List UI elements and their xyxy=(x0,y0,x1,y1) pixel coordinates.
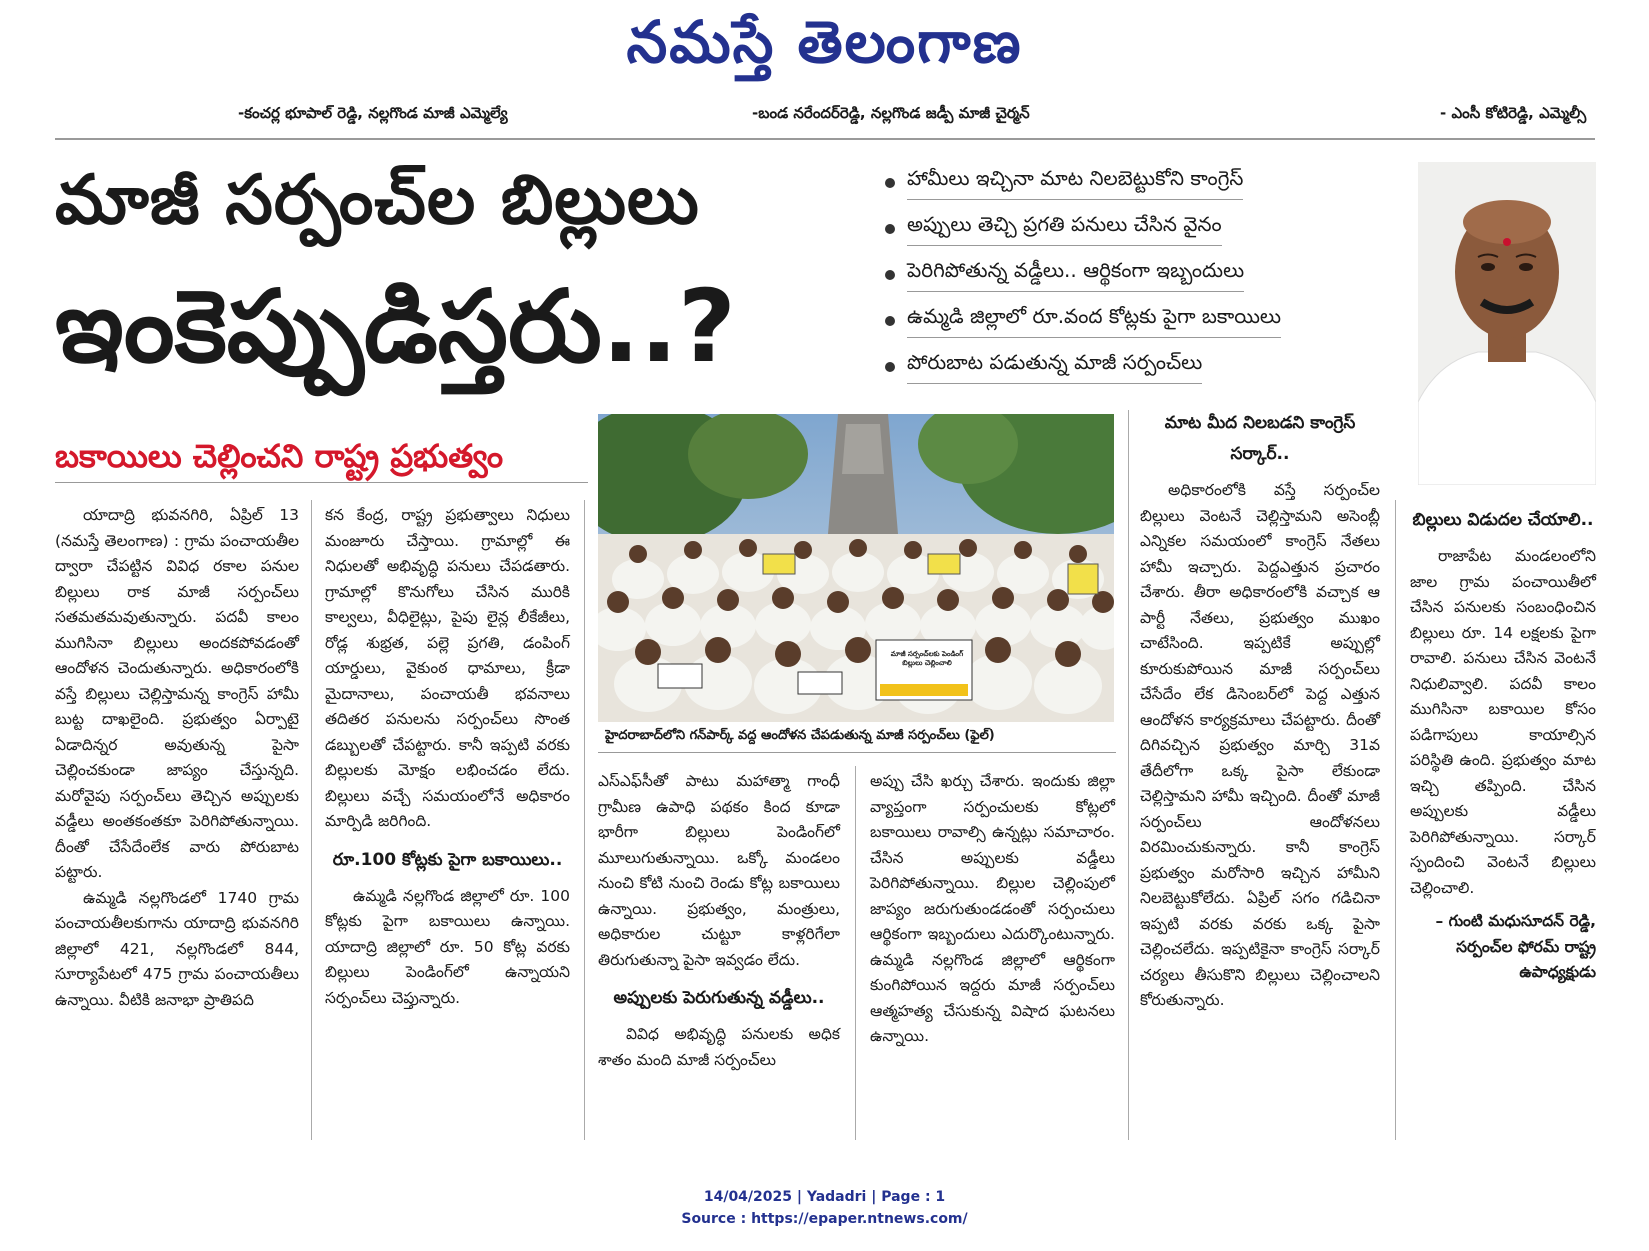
article-column-3 xyxy=(598,769,840,1073)
protest-photo-illustration xyxy=(598,414,1114,722)
article-column-6 xyxy=(1410,505,1596,986)
section-heading: రూ.100 కోట్లకు పైగా బకాయిలు.. xyxy=(332,849,563,870)
section-heading: అప్పులకు పెరుగుతున్న వడ్డీలు.. xyxy=(613,988,825,1008)
paragraph: ఉమ్మడి నల్లగొండ జిల్లాలో రూ. 100 కోట్లకు పైగా బకాయిలు ఉన్నాయి. యాదాద్రి జిల్లాలో రూ. 50 కోట్ల వరకు బిల్లులు పెండింగ్‌లో ఉన్నాయని సర్పంచ్‌లు చెప్తున్నారు. xyxy=(325,886,570,1007)
quote-attribution-center: -బండ నరేందర్‌రెడ్డి, నల్లగొండ జడ్పీ మాజీ చైర్మన్ xyxy=(752,104,1030,122)
bullet-dot-icon xyxy=(885,316,895,326)
column-divider xyxy=(1128,410,1129,1140)
protest-photo xyxy=(598,414,1114,722)
bullet-item: అప్పులు తెచ్చి ప్రగతి పనులు చేసిన వైనం xyxy=(885,206,1385,252)
column-divider xyxy=(1395,500,1396,1140)
bullet-dot-icon xyxy=(885,362,895,372)
paragraph: రాజాపేట మండలంలోని జాల గ్రామ పంచాయితీలో చేసిన పనులకు సంబంధించిన బిల్లులు రూ. 14 లక్షలకు పైగా రావాలి. పనులు చేసిన వెంటనే నిధులివ్వాలి. పదవీ కాలం ముగిసినా బకాయిల కోసం పడిగాపులు కాయాల్సిన పరిస్థితి ఉంది. ప్రభుత్వం మాట ఇచ్చి తప్పింది. చేసిన అప్పులకు వడ్డీలు పెరిగిపోతున్నాయి. సర్కార్ స్పందించి వెంటనే బిల్లులు చెల్లించాలి. xyxy=(1410,547,1596,897)
quote-signature: – గుంటి మధుసూదన్ రెడ్డి, సర్పంచ్‌ల ఫోరమ్ రాష్ట్ర xyxy=(1435,912,1596,956)
paragraph: కన కేంద్ర, రాష్ట్ర ప్రభుత్వాలు నిధులు మంజూరు చేస్తాయి. గ్రామాల్లో ఈ నిధులతో అభివృద్ధి పనులు చేపడతారు. గ్రామాల్లో కొనుగోలు చేసిన మురికి కాల్వలు, వీధిలైట్లు, పైపు లైన్ల లీకేజీలు, రోడ్ల శుభ్రత, పల్లె ప్రగతి, డంపింగ్ యార్డులు, వైకుంఠ ధామాలు, క్రీడా మైదానాలు, పంచాయతీ భవనాలు తదితర పనులను సర్పంచ్‌లు సొంత డబ్బులతో చేపట్టారు. కానీ ఇప్పటి వరకు బిల్లులకు మోక్షం లభించడం లేదు. బిల్లులు వచ్చే సమయంలోనే అధికారం మార్పిడి జరిగింది. xyxy=(325,506,570,830)
paragraph: ఎస్‌ఎఫ్‌సీతో పాటు మహాత్మా గాంధీ గ్రామీణ ఉపాధి పథకం కింద కూడా భారీగా బిల్లులు పెండింగ్‌లో మూలుగుతున్నాయి. ఒక్కో మండలం నుంచి కోటి నుంచి రెండు కోట్ల బకాయిలు ఉన్నాయి. ప్రభుత్వం, మంత్రులు, అధికారుల చుట్టూ కాళ్లరిగేలా తిరుగుతున్నా పైసా ఇవ్వడం లేదు. xyxy=(598,772,840,969)
portrait-illustration xyxy=(1418,162,1596,485)
masthead-logo: నమస్తే తెలంగాణ xyxy=(626,8,1023,76)
quote-attribution-left: -కంచర్ల భూపాల్ రెడ్డి, నల్లగొండ మాజీ ఎమ్మెల్యే xyxy=(238,104,508,122)
article-column-5 xyxy=(1140,408,1380,1014)
quote-signature-role: ఉపాధ్యక్షుడు xyxy=(1519,963,1596,981)
bullet-item: ఉమ్మడి జిల్లాలో రూ.వంద కోట్లకు పైగా బకాయిలు xyxy=(885,298,1385,344)
section-heading: బిల్లులు విడుదల చేయాలి.. xyxy=(1412,510,1594,530)
headline-line-2: ఇంకెప్పుడిస్తరు..? xyxy=(55,268,736,385)
article-column-2 xyxy=(325,503,570,1011)
paragraph: వివిధ అభివృద్ధి పనులకు అధిక శాతం మంది మాజీ సర్పంచ్‌లు xyxy=(598,1025,840,1069)
bullet-item: హామీలు ఇచ్చినా మాట నిలబెట్టుకోని కాంగ్రెస్ xyxy=(885,160,1385,206)
paragraph: అధికారంలోకి వస్తే సర్పంచ్‌ల బిల్లులు వెంటనే చెల్లిస్తామని అసెంబ్లీ ఎన్నికల సమయంలో కాంగ్రెస్ నేతలు హామీ ఇచ్చారు. పెద్దఎత్తున ప్రచారం చేశారు. తీరా అధికారంలోకి వచ్చాక ఆ పార్టీ నేతలు, ప్రభుత్వం ముఖం చాటేసింది. ఇప్పటికే అప్పుల్లో కూరుకుపోయిన మాజీ సర్పంచ్‌లు చేసేదేం లేక డిసెంబర్‌లో పెద్ద ఎత్తున ఆందోళన కార్యక్రమాలు చేపట్టారు. దీంతో దిగివచ్చిన ప్రభుత్వం మార్చి 31వ తేదీలోగా ఒక్క పైసా లేకుండా చెల్లిస్తామని హామీ ఇచ్చింది. దీంతో మాజీ సర్పంచ్‌లు ఆందోళనలు విరమించుకున్నారు. కానీ కాంగ్రెస్ ప్రభుత్వం మరోసారి ఇచ్చిన హామీని నిలబెట్టుకోలేదు. ఏప్రిల్ సగం గడిచినా ఇప్పటి వరకు వరకు ఒక్క పైసా చెల్లించలేదు. ఇప్పటికైనా కాంగ్రెస్ సర్కార్ చర్యలు తీసుకొని బిల్లులు చెల్లించాలని కోరుతున్నారు. xyxy=(1140,481,1380,1009)
column-divider xyxy=(584,500,585,1140)
top-divider xyxy=(55,138,1595,140)
quote-attribution-right: - ఎంసీ కోటిరెడ్డి, ఎమ్మెల్సీ xyxy=(1440,104,1587,122)
bullet-dot-icon xyxy=(885,224,895,234)
paragraph: ఉమ్మడి నల్లగొండలో 1740 గ్రామ పంచాయతీలకుగాను యాదాద్రి భువనగిరి జిల్లాలో 421, నల్లగొండలో 844, సూర్యాపేటలో 475 గ్రామ పంచాయతీలు ఉన్నాయి. వీటికి జనాభా ప్రాతిపది xyxy=(55,888,299,1009)
headline-line-1: మాజీ సర్పంచ్‌ల బిల్లులు xyxy=(55,161,700,240)
bullet-dot-icon xyxy=(885,178,895,188)
bullet-list xyxy=(885,160,1385,390)
footer-source: Source : https://epaper.ntnews.com/ xyxy=(681,1211,968,1227)
subheadline: బకాయిలు చెల్లించని రాష్ట్ర ప్రభుత్వం xyxy=(55,437,504,475)
subhead-divider xyxy=(55,482,588,483)
page-footer xyxy=(0,1186,1649,1230)
bullet-dot-icon xyxy=(885,270,895,280)
column-divider xyxy=(855,766,856,1140)
paragraph: యాదాద్రి భువనగిరి, ఏప్రిల్ 13 (నమస్తే తెలంగాణ) : గ్రామ పంచాయతీల ద్వారా చేపట్టిన వివిధ రకాల పనుల బిల్లులు రాక మాజీ సర్పంచ్‌లు సతమతమవుతున్నారు. పదవీ కాలం ముగిసినా బిల్లులు అందకపోవడంతో ఆందోళన చెందుతున్నారు. అధికారంలోకి వస్తే బిల్లులు చెల్లిస్తామన్న కాంగ్రెస్ హామీ బుట్ట దాఖలైంది. ప్రభుత్వం ఏర్పాటై ఏడాదిన్నర అవుతున్న పైసా చెల్లించకుండా జాప్యం చేస్తున్నది. మరోవైపు సర్పంచ్‌లు తెచ్చిన అప్పులకు వడ్డీలు అంతకంతకూ పెరిగిపోతున్నాయి. దీంతో చేసేదేంలేక వారు పోరుబాట పట్టారు. xyxy=(55,506,299,881)
portrait-photo xyxy=(1418,162,1596,485)
section-heading: మాట మీద నిలబడని కాంగ్రెస్ సర్కార్.. xyxy=(1164,413,1356,464)
bullet-item: పెరిగిపోతున్న వడ్డీలు.. ఆర్థికంగా ఇబ్బందులు xyxy=(885,252,1385,298)
protest-banner-text: మాజీ సర్పంచ్‌లకు పెండింగ్ బిల్లులు చెల్లించాలి xyxy=(890,650,964,667)
footer-date-edition: 14/04/2025 | Yadadri | Page : 1 xyxy=(703,1189,946,1205)
caption-divider xyxy=(598,752,1116,753)
column-divider xyxy=(311,500,312,1140)
photo-caption: హైదరాబాద్‌లోని గన్‌పార్క్ వద్ద ఆందోళన చేపడుతున్న మాజీ సర్పంచ్‌లు (ఫైల్) xyxy=(605,728,995,743)
article-column-4 xyxy=(870,769,1115,1050)
article-column-1 xyxy=(55,503,299,1143)
paragraph: అప్పు చేసి ఖర్చు చేశారు. ఇందుకు జిల్లా వ్యాప్తంగా సర్పంచులకు కోట్లలో బకాయిలు రావాల్సి ఉన్నట్లు సమాచారం. చేసిన అప్పులకు వడ్డీలు పెరిగిపోతున్నాయి. బిల్లుల చెల్లింపులో జాప్యం జరుగుతుండడంతో సర్పంచులు ఆర్థికంగా ఇబ్బందులు ఎదుర్కొంటున్నారు. ఉమ్మడి నల్లగొండ జిల్లాలో ఆర్థికంగా కుంగిపోయిన ఇద్దరు మాజీ సర్పంచ్‌లు ఆత్మహత్య చేసుకున్న విషాద ఘటనలు ఉన్నాయి. xyxy=(870,772,1115,1045)
bullet-item: పోరుబాట పడుతున్న మాజీ సర్పంచ్‌లు xyxy=(885,344,1385,390)
